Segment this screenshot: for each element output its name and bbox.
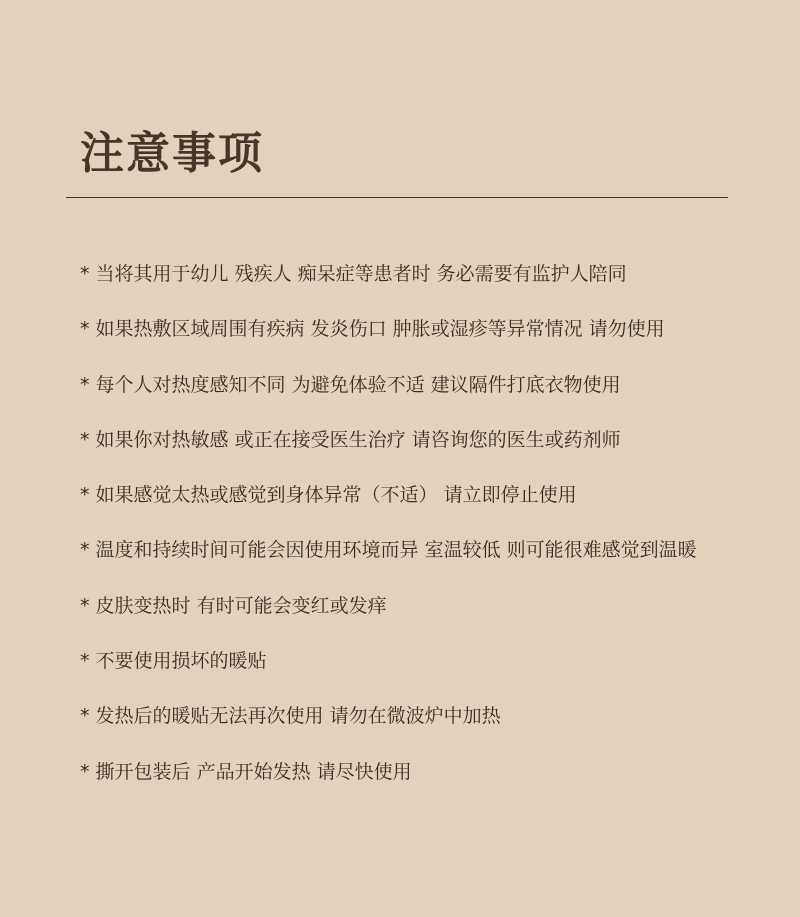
- note-item: * 温度和持续时间可能会因使用环境而异 室温较低 则可能很难感觉到温暖: [80, 539, 697, 562]
- note-item: * 发热后的暖贴无法再次使用 请勿在微波炉中加热: [80, 705, 501, 728]
- precautions-list: [80, 260, 697, 813]
- note-item: * 皮肤变热时 有时可能会变红或发痒: [80, 594, 387, 617]
- title-divider: [66, 197, 728, 198]
- page-title: 注意事项: [80, 128, 264, 179]
- note-item: * 每个人对热度感知不同 为避免体验不适 建议隔件打底衣物使用: [80, 373, 621, 396]
- note-item: * 如果热敷区域周围有疾病 发炎伤口 肿胀或湿疹等异常情况 请勿使用: [80, 318, 665, 341]
- note-item: * 不要使用损坏的暖贴: [80, 650, 267, 673]
- note-item: * 当将其用于幼儿 残疾人 痴呆症等患者时 务必需要有监护人陪同: [80, 263, 627, 285]
- note-item: * 如果你对热敏感 或正在接受医生治疗 请咨询您的医生或药剂师: [80, 428, 621, 451]
- note-item: * 撕开包装后 产品开始发热 请尽快使用: [80, 760, 412, 783]
- note-item: * 如果感觉太热或感觉到身体异常（不适） 请立即停止使用: [80, 484, 577, 507]
